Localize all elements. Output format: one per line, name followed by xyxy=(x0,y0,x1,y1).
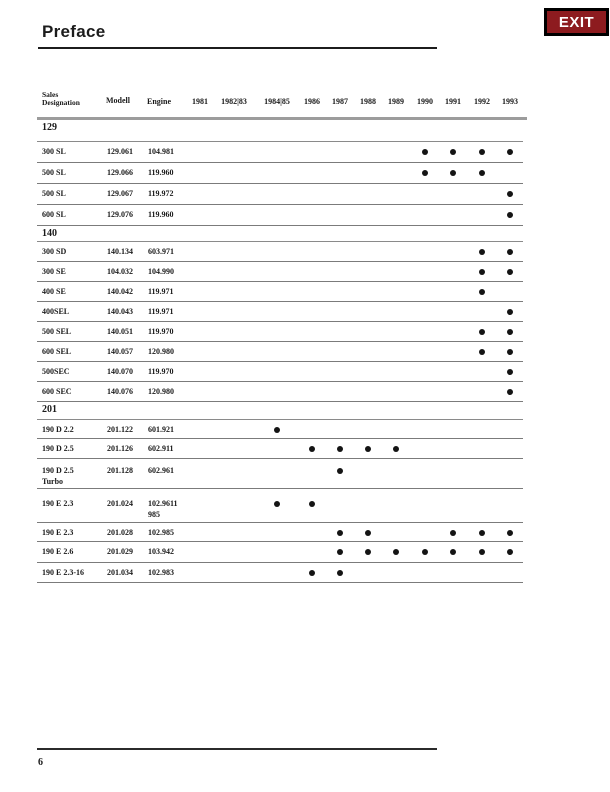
availability-dot xyxy=(422,549,428,555)
modell-cell: 140.076 xyxy=(107,387,133,396)
engine-cell: 102.983 xyxy=(148,568,174,577)
year-header: 1990 xyxy=(417,97,433,106)
modell-cell: 140.051 xyxy=(107,327,133,336)
modell-cell: 201.028 xyxy=(107,528,133,537)
engine-cell: 119.960 xyxy=(148,210,174,219)
modell-cell: 140.042 xyxy=(107,287,133,296)
availability-dot xyxy=(337,570,343,576)
designation-cell: 400 SE xyxy=(42,287,66,296)
table-row xyxy=(0,382,610,402)
availability-dot xyxy=(507,269,513,275)
availability-dot xyxy=(337,446,343,452)
engine-cell: 104.990 xyxy=(148,267,174,276)
table-row xyxy=(0,242,610,262)
availability-dot xyxy=(507,549,513,555)
designation-cell: 190 E 2.3 xyxy=(42,528,74,537)
table-row xyxy=(0,142,610,163)
designation-cell: 300 SE xyxy=(42,267,66,276)
availability-dot xyxy=(274,501,280,507)
table-row xyxy=(0,205,610,226)
engine-cell: 119.960 xyxy=(148,168,174,177)
availability-dot xyxy=(507,530,513,536)
modell-cell: 201.029 xyxy=(107,547,133,556)
availability-dot xyxy=(479,349,485,355)
modell-cell: 140.070 xyxy=(107,367,133,376)
modell-cell: 201.034 xyxy=(107,568,133,577)
exit-button[interactable] xyxy=(544,8,609,36)
engine-cell: 119.971 xyxy=(148,287,174,296)
table-row xyxy=(0,459,610,489)
row-rule xyxy=(37,582,523,583)
modell-cell: 201.126 xyxy=(107,444,133,453)
modell-cell: 140.043 xyxy=(107,307,133,316)
designation-cell: 500 SL xyxy=(42,168,66,177)
availability-dot xyxy=(507,191,513,197)
availability-dot xyxy=(479,149,485,155)
availability-dot xyxy=(365,549,371,555)
availability-dot xyxy=(479,549,485,555)
modell-cell: 201.122 xyxy=(107,425,133,434)
designation-cell: 190 E 2.6 xyxy=(42,547,74,556)
modell-cell: 129.061 xyxy=(107,147,133,156)
designation-cell: 500SEC xyxy=(42,367,70,376)
designation-cell: 600 SEC xyxy=(42,387,72,396)
availability-dot xyxy=(507,329,513,335)
modell-cell: 129.076 xyxy=(107,210,133,219)
year-header: 1986 xyxy=(304,97,320,106)
availability-dot xyxy=(274,427,280,433)
engine-cell: 603.971 xyxy=(148,247,174,256)
availability-dot xyxy=(479,249,485,255)
engine-cell: 601.921 xyxy=(148,425,174,434)
modell-cell: 201.128 xyxy=(107,466,133,475)
section-header-row xyxy=(0,226,610,242)
availability-dot xyxy=(422,170,428,176)
year-header: 1991 xyxy=(445,97,461,106)
table-body xyxy=(0,120,610,583)
availability-dot xyxy=(479,329,485,335)
designation-cell: 190 D 2.5 xyxy=(42,466,74,475)
engine-cell: 102.985 xyxy=(148,528,174,537)
designation-cell: 190 E 2.3 xyxy=(42,499,74,508)
modell-cell: 140.134 xyxy=(107,247,133,256)
engine-cell-line2: 985 xyxy=(148,510,160,519)
section-header-row xyxy=(0,120,610,142)
availability-dot xyxy=(507,349,513,355)
availability-dot xyxy=(393,446,399,452)
availability-dot xyxy=(309,446,315,452)
availability-dot xyxy=(479,530,485,536)
availability-dot xyxy=(450,149,456,155)
availability-dot xyxy=(479,269,485,275)
designation-cell: 400SEL xyxy=(42,307,70,316)
engine-cell: 103.942 xyxy=(148,547,174,556)
page-number: 6 xyxy=(38,757,43,768)
col-header-engine: Engine xyxy=(147,97,172,106)
modell-cell: 129.067 xyxy=(107,189,133,198)
availability-dot xyxy=(507,389,513,395)
availability-dot xyxy=(365,530,371,536)
table-row xyxy=(0,322,610,342)
col-header-modell: Modell xyxy=(106,96,130,105)
availability-dot xyxy=(479,289,485,295)
availability-dot xyxy=(507,212,513,218)
designation-cell: 190 D 2.5 xyxy=(42,444,74,453)
section-label: 140 xyxy=(42,228,57,239)
availability-dot xyxy=(337,468,343,474)
section-header-row xyxy=(0,402,610,420)
table-row xyxy=(0,342,610,362)
section-label: 201 xyxy=(42,404,57,415)
engine-cell: 104.981 xyxy=(148,147,174,156)
table-row xyxy=(0,163,610,184)
engine-cell: 119.970 xyxy=(148,327,174,336)
table-row xyxy=(0,362,610,382)
availability-dot xyxy=(507,149,513,155)
designation-cell: 190 E 2.3-16 xyxy=(42,568,84,577)
table-row xyxy=(0,420,610,439)
table-row xyxy=(0,489,610,523)
availability-dot xyxy=(450,530,456,536)
modell-cell: 201.024 xyxy=(107,499,133,508)
footer-rule xyxy=(37,748,437,750)
availability-dot xyxy=(309,570,315,576)
engine-cell: 102.9611 xyxy=(148,499,178,508)
modell-cell: 140.057 xyxy=(107,347,133,356)
engine-cell: 119.970 xyxy=(148,367,174,376)
availability-dot xyxy=(422,149,428,155)
page-title: Preface xyxy=(42,22,106,41)
modell-cell: 129.066 xyxy=(107,168,133,177)
availability-dot xyxy=(365,446,371,452)
availability-dot xyxy=(479,170,485,176)
designation-cell: 600 SL xyxy=(42,210,66,219)
designation-cell: 600 SEL xyxy=(42,347,72,356)
col-header-sales-line2: Designation xyxy=(42,98,80,107)
availability-dot xyxy=(507,369,513,375)
designation-cell: 300 SD xyxy=(42,247,67,256)
year-header: 1993 xyxy=(502,97,518,106)
engine-cell: 119.972 xyxy=(148,189,174,198)
year-header: 1988 xyxy=(360,97,376,106)
availability-dot xyxy=(507,309,513,315)
year-header: 1982|83 xyxy=(221,97,247,106)
table-row xyxy=(0,184,610,205)
table-row xyxy=(0,563,610,583)
designation-cell-line2: Turbo xyxy=(42,477,64,486)
availability-dot xyxy=(507,249,513,255)
engine-cell: 602.911 xyxy=(148,444,174,453)
exit-button-label: EXIT xyxy=(558,13,595,31)
table-row xyxy=(0,262,610,282)
section-label: 129 xyxy=(42,122,57,133)
engine-cell: 602.961 xyxy=(148,466,174,475)
table-row xyxy=(0,302,610,322)
engine-cell: 120.980 xyxy=(148,387,174,396)
availability-dot xyxy=(337,530,343,536)
designation-cell: 190 D 2.2 xyxy=(42,425,74,434)
availability-dot xyxy=(450,170,456,176)
availability-dot xyxy=(309,501,315,507)
table-row xyxy=(0,523,610,542)
availability-dot xyxy=(450,549,456,555)
modell-cell: 104.032 xyxy=(107,267,133,276)
year-header: 1989 xyxy=(388,97,404,106)
table-row xyxy=(0,282,610,302)
designation-cell: 500 SEL xyxy=(42,327,72,336)
year-header: 1987 xyxy=(332,97,348,106)
table-row xyxy=(0,542,610,563)
availability-dot xyxy=(393,549,399,555)
designation-cell: 500 SL xyxy=(42,189,66,198)
title-rule xyxy=(38,47,437,49)
designation-cell: 300 SL xyxy=(42,147,66,156)
year-header: 1981 xyxy=(192,97,208,106)
engine-cell: 120.980 xyxy=(148,347,174,356)
table-row xyxy=(0,439,610,459)
col-header-sales-line1: Sales xyxy=(42,90,59,99)
availability-dot xyxy=(337,549,343,555)
year-header: 1992 xyxy=(474,97,490,106)
engine-cell: 119.971 xyxy=(148,307,174,316)
year-header: 1984|85 xyxy=(264,97,290,106)
